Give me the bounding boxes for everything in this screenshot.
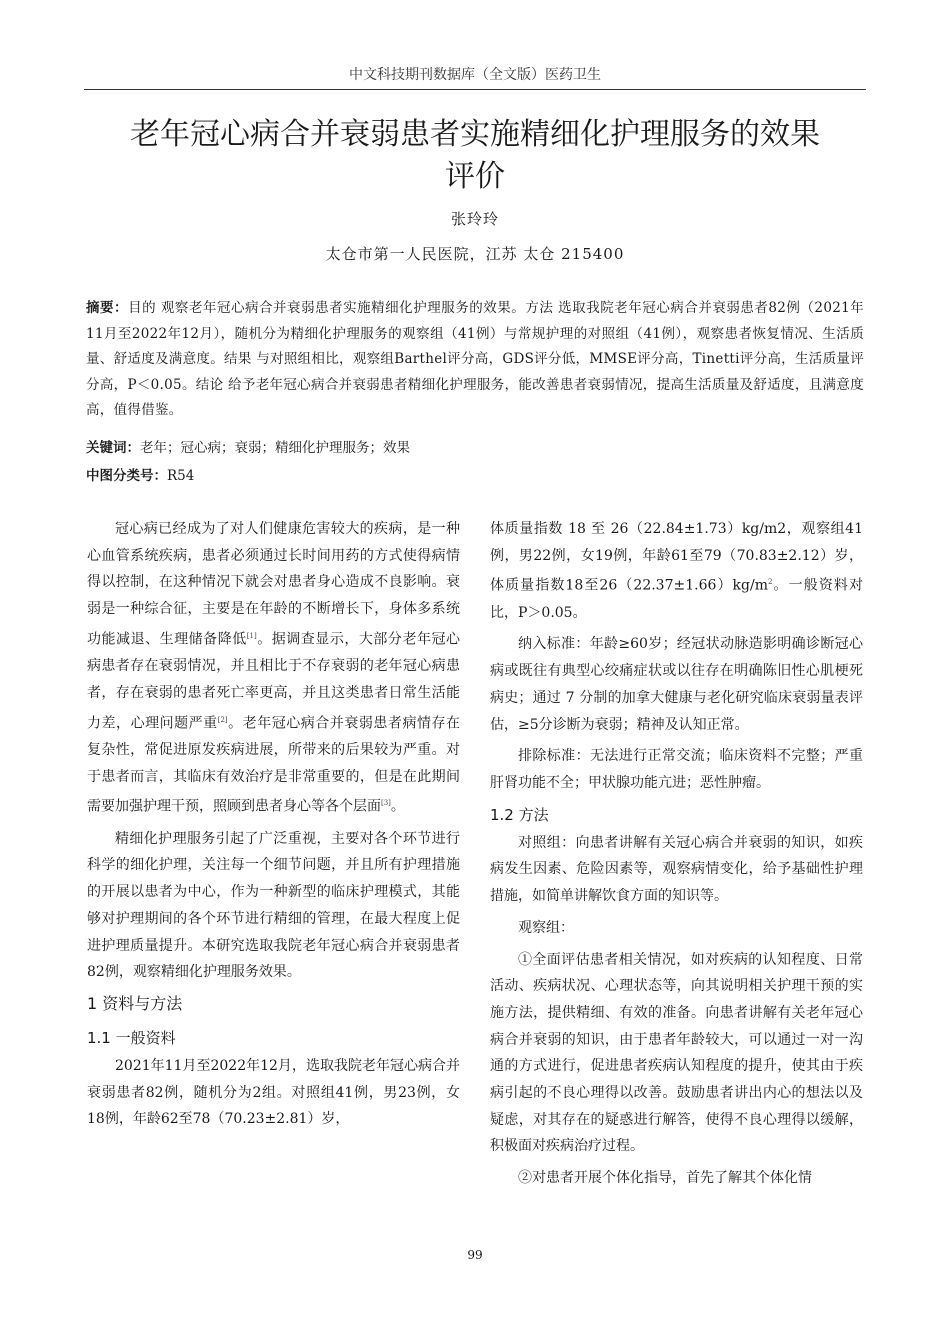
body-paragraph: ①全面评估患者相关情况，如对疾病的认知程度、日常活动、疾病状况、心理状态等，向其说明相关护理干预的实施方法，提供精细、有效的准备。向患者讲解有关老年冠心病合并衰弱的知识，由于患者年龄较大，可以通过一对一沟通的方式进行，促进患者疾病认知程度的提升，使其由于疾病引起的不良心理得以改善。鼓励患者讲出内心的想法以及疑虑，对其存在的疑惑进行解答，使得不良心理得以缓解，积极面对疾病治疗过程。 xyxy=(490,951,863,1155)
keywords xyxy=(86,436,864,456)
citation-ref: [1] xyxy=(246,631,257,640)
title-line-1: 老年冠心病合并衰弱患者实施精细化护理服务的效果 xyxy=(130,117,820,152)
citation-ref: [2] xyxy=(217,715,228,724)
body-paragraph: 纳入标准：年龄≥60岁；经冠状动脉造影明确诊断冠心病或既往有典型心绞痛症状或以往存在明确陈旧性心肌梗死病史；通过 7 分制的加拿大健康与老化研究临床衰弱量表评估，≥5分诊断为衰弱；精神及认知正常。 xyxy=(490,636,863,733)
subsection-heading: 1.1 一般资料 xyxy=(87,1028,176,1047)
abstract-text: 目的 观察老年冠心病合并衰弱患者实施精细化护理服务的效果。方法 选取我院老年冠心病合并衰弱患者82例（2021年11月至2022年12月），随机分为精细化护理服务的观察组（41例）与常规护理的对照组（41例），观察患者恢复情况、生活质量、舒适度及满意度。结果 与对照组相比，观察组Barthel评分高，GDS评分低，MMSE评分高，Tinetti评分高，生活质量评分高，P＜0.05。结论 给予老年冠心病合并衰弱患者精细化护理服务，能改善患者衰弱情况，提高生活质量及舒适度，且满意度高，值得借鉴。 xyxy=(86,300,865,418)
body-paragraph: 精细化护理服务引起了广泛重视，主要对各个环节进行科学的细化护理，关注每一个细节问题，并且所有护理措施的开展以患者为中心，作为一种新型的临床护理模式，其能够对护理期间的各个环节进行精细的管理，在最大程度上促进护理质量提升。本研究选取我院老年冠心病合并衰弱患者82例，观察精细化护理服务效果。 xyxy=(87,830,460,981)
journal-header: 中文科技期刊数据库（全文版）医药卫生 xyxy=(84,64,866,90)
keywords-label: 关键词： xyxy=(86,440,140,456)
body-paragraph: 对照组：向患者讲解有关冠心病合并衰弱的知识，如疾病发生因素、危险因素等，观察病情变化，给予基础性护理措施，如简单讲解饮食方面的知识等。 xyxy=(490,834,863,905)
abstract-label: 摘要： xyxy=(86,300,129,316)
body-paragraph: 体质量指数 18 至 26（22.84±1.73）kg/m2，观察组41例，男22例，女19例，年龄61至79（70.83±2.12）岁，体质量指数18至$26(22.37\pm 1.66)kg/m^2$。一般资料对比，P＞0.05。 xyxy=(490,521,863,621)
title-line-2: 评价 xyxy=(445,159,505,194)
body-paragraph: ②对患者开展个体化指导，首先了解其个体化情 xyxy=(518,1170,812,1187)
superscript: 2 xyxy=(768,578,773,587)
left-column xyxy=(87,516,460,1138)
abstract xyxy=(86,296,864,424)
body-paragraph: 2021年11月至2022年12月，选取我院老年冠心病合并衰弱患者82例，随机分为2组。对照组41例，男23例，女18例，年龄62至78（70.23±2.81）岁， xyxy=(87,1057,460,1128)
page-number: 99 xyxy=(467,1248,483,1262)
citation-ref: [3] xyxy=(381,799,391,808)
author: 张玲玲 xyxy=(450,210,499,228)
body-paragraph: 观察组： xyxy=(518,919,574,936)
intro-paragraph: 冠心病已经成为了对人们健康危害较大的疾病，是一种心血管系统疾病，患者必须通过长时间用药的方式使得病情得以控制，在这种情况下就会对患者身心造成不良影响。衰弱是一种综合征，主要是在年龄的不断增长下，身体多系统功能减退、生理储备降低[1]。据调查显示，大部分老年冠心病患者存在衰弱情况，并且相比于不存衰弱的老年冠心病患者，存在衰弱的患者死亡率更高，并且这类患者日常生活能力差，心理问题严重[2]。老年冠心病合并衰弱患者病情存在复杂性，常促进原发疾病进展，所带来的后果较为严重。对于患者而言，其临床有效治疗是非常重要的，但是在此期间需要加强护理干预，照顾到患者身心等各个层面[3]。 xyxy=(87,521,461,815)
classification-label: 中图分类号： xyxy=(86,468,167,484)
subsection-heading: 1.2 方法 xyxy=(490,805,549,824)
keywords-text: 老年；冠心病；衰弱；精细化护理服务；效果 xyxy=(140,440,410,456)
classification xyxy=(86,464,864,484)
classification-text: R54 xyxy=(167,468,195,484)
affiliation: 太仓市第一人民医院，江苏 太仓 215400 xyxy=(325,245,625,263)
paper-title xyxy=(84,114,866,198)
body-paragraph: 排除标准：无法进行正常交流；临床资料不完整；严重肝肾功能不全；甲状腺功能亢进；恶性肿瘤。 xyxy=(490,748,863,791)
section-heading: 1 资料与方法 xyxy=(87,993,183,1013)
right-column xyxy=(490,516,863,1197)
